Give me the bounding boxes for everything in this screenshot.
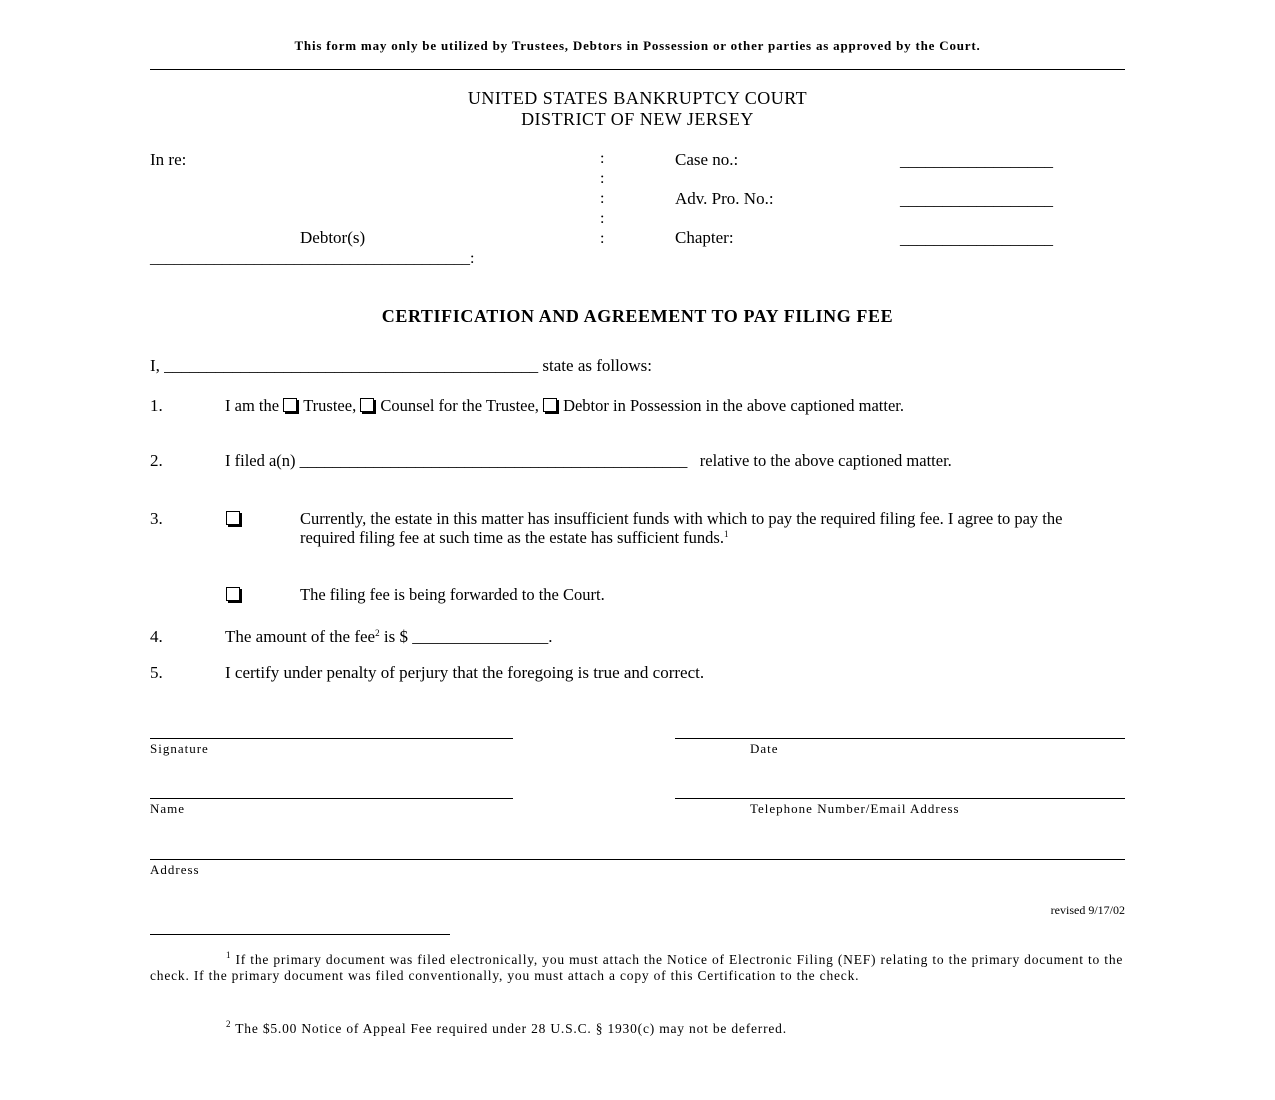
revision-date: revised 9/17/02: [1050, 903, 1125, 917]
item-4-period: .: [548, 627, 553, 646]
footnote-number: 1: [226, 950, 232, 960]
fee-amount-field[interactable]: ________________: [412, 627, 549, 646]
fee-forwarded-checkbox[interactable]: [226, 587, 240, 601]
debtor-option-label: Debtor in Possession in the above captioned matter.: [563, 396, 904, 415]
address-line[interactable]: [150, 859, 1125, 860]
item-number: 2.: [150, 451, 163, 470]
name-label: Name: [150, 801, 186, 816]
caption-colon: :: [600, 210, 605, 227]
declarant-name-field[interactable]: ____________________________________________: [164, 356, 539, 375]
adv-pro-field[interactable]: __________________: [900, 190, 1053, 209]
item-3-option-a: [300, 509, 1115, 547]
caption-bottom-line: ________________________________________:: [150, 250, 475, 267]
chapter-field[interactable]: __________________: [900, 229, 1053, 248]
counsel-option-label: Counsel for the Trustee,: [380, 396, 539, 415]
certification-statement: I certify under penalty of perjury that the foregoing is true and correct.: [225, 663, 705, 682]
trustee-option-label: Trustee,: [303, 396, 357, 415]
insufficient-funds-text: Currently, the estate in this matter has insufficient funds with which to pay the required filing fee. I agree to pay the required filing fee at such time as the estate has sufficient funds.: [300, 509, 1063, 547]
debtor-label: Debtor(s): [300, 228, 366, 247]
item-1-text: [225, 396, 1125, 415]
item-2-lead: I filed a(n): [225, 451, 296, 470]
signature-line[interactable]: [150, 738, 513, 739]
date-label: Date: [750, 741, 779, 756]
caption-colon: :: [600, 150, 605, 167]
item-4-currency: is $: [383, 627, 408, 646]
header-rule: [150, 69, 1125, 70]
item-number: 5.: [150, 663, 163, 682]
item-4-text: [225, 627, 552, 647]
court-district: DISTRICT OF NEW JERSEY: [521, 109, 754, 129]
trustee-checkbox[interactable]: [283, 398, 297, 412]
footnote-2-text: The $5.00 Notice of Appeal Fee required under 28 U.S.C. § 1930(c) may not be deferred.: [235, 1021, 787, 1036]
signature-label: Signature: [150, 741, 209, 756]
caption-colon: :: [600, 230, 605, 247]
item-1-lead: I am the: [225, 396, 280, 415]
item-number: 1.: [150, 396, 163, 415]
intro-line: [150, 356, 652, 376]
address-label: Address: [150, 862, 200, 877]
name-line[interactable]: [150, 798, 513, 799]
phone-email-line[interactable]: [675, 798, 1125, 799]
document-title: CERTIFICATION AND AGREEMENT TO PAY FILING FEE: [381, 306, 894, 326]
footnote-1-text: If the primary document was filed electronically, you must attach the Notice of Electronic Filing (NEF) relating to the primary document to the check. If the primary document was filed conventionally, you must attach a copy of this Certification to the check.: [150, 952, 1124, 983]
counsel-checkbox[interactable]: [360, 398, 374, 412]
footnote-ref: 1: [723, 529, 729, 539]
item-2-trail: relative to the above captioned matter.: [699, 451, 952, 470]
intro-prefix: I,: [150, 356, 160, 375]
fee-forwarded-text: The filing fee is being forwarded to the Court.: [300, 585, 605, 604]
intro-suffix: state as follows:: [542, 356, 652, 375]
chapter-label: Chapter:: [675, 228, 734, 247]
case-no-label: Case no.:: [675, 150, 739, 169]
footnote-rule: [150, 934, 450, 935]
item-number: 4.: [150, 627, 163, 646]
case-no-field[interactable]: __________________: [900, 151, 1053, 170]
footnote-number: 2: [226, 1019, 232, 1029]
adv-pro-label: Adv. Pro. No.:: [675, 189, 774, 208]
footnote-ref: 2: [375, 628, 380, 638]
item-4-lead: The amount of the fee: [225, 627, 376, 646]
footnote-2: [150, 1021, 1125, 1037]
in-re-label: In re:: [150, 150, 187, 169]
item-number: 3.: [150, 509, 163, 528]
debtor-in-possession-checkbox[interactable]: [543, 398, 557, 412]
court-name: UNITED STATES BANKRUPTCY COURT: [467, 88, 808, 108]
caption-colon: :: [600, 190, 605, 207]
usage-notice: This form may only be utilized by Trustees, Debtors in Possession or other parties as approved by the Court.: [294, 38, 981, 53]
phone-email-label: Telephone Number/Email Address: [750, 801, 960, 816]
insufficient-funds-checkbox[interactable]: [226, 511, 240, 525]
item-2-text: [225, 451, 1065, 470]
date-line[interactable]: [675, 738, 1125, 739]
footnote-1: [150, 952, 1125, 984]
document-type-field[interactable]: _______________________________________________: [299, 451, 688, 470]
caption-colon: :: [600, 170, 605, 187]
